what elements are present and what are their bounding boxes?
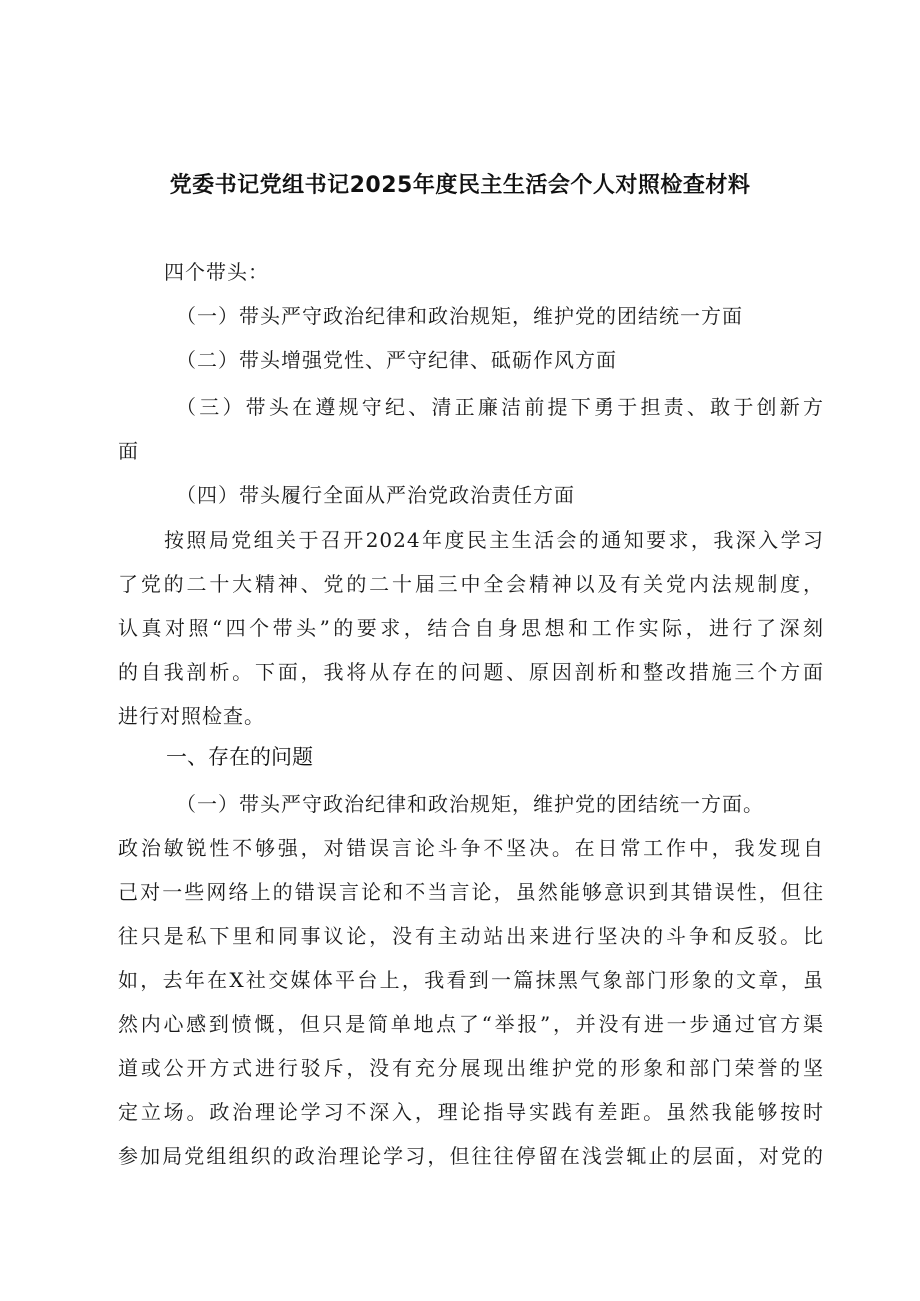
paragraph-intro-line: 按照局党组关于召开2024年度民主生活会的通知要求，我深入学习: [164, 528, 824, 552]
paragraph-intro-line: 的自我剖析。下面，我将从存在的问题、原因剖析和整改措施三个方面: [118, 660, 824, 684]
lead-item-3: （三）带头在遵规守纪、清正廉洁前提下勇于担责、敢于创新方: [176, 395, 824, 419]
lead-item-4: （四）带头履行全面从严治党政治责任方面: [176, 483, 575, 507]
body-line: 己对一些网络上的错误言论和不当言论，虽然能够意识到其错误性，但往: [118, 880, 824, 904]
body-line: 往只是私下里和同事议论，没有主动站出来进行坚决的斗争和反驳。比: [118, 924, 824, 948]
body-line: 政治敏锐性不够强，对错误言论斗争不坚决。在日常工作中，我发现自: [118, 836, 824, 860]
paragraph-intro-line: 进行对照检查。: [118, 704, 265, 728]
paragraph-intro-line: 认真对照“四个带头”的要求，结合自身思想和工作实际，进行了深刻: [118, 616, 824, 640]
lead-item-2: （二）带头增强党性、严守纪律、砥砺作风方面: [176, 348, 617, 372]
body-line: 然内心感到愤慨，但只是简单地点了“举报”，并没有进一步通过官方渠: [118, 1012, 824, 1036]
body-line: 定立场。政治理论学习不深入，理论指导实践有差距。虽然我能够按时: [118, 1100, 824, 1124]
lead-item-3-continued: 面: [118, 439, 139, 463]
subsection-heading: （一）带头严守政治纪律和政治规矩，维护党的团结统一方面。: [176, 792, 764, 816]
body-line: 如，去年在X社交媒体平台上，我看到一篇抹黑气象部门形象的文章，虽: [118, 968, 824, 992]
section-heading: 一、存在的问题: [166, 745, 313, 769]
body-line: 道或公开方式进行驳斥，没有充分展现出维护党的形象和部门荣誉的坚: [118, 1056, 824, 1080]
body-line: 参加局党组组织的政治理论学习，但往往停留在浅尝辄止的层面，对党的: [118, 1144, 824, 1168]
lead-item-1: （一）带头严守政治纪律和政治规矩，维护党的团结统一方面: [176, 304, 743, 328]
four-leads-label: 四个带头：: [164, 260, 269, 284]
document-title: 党委书记党组书记2025年度民主生活会个人对照检查材料: [169, 173, 751, 198]
paragraph-intro-line: 了党的二十大精神、党的二十届三中全会精神以及有关党内法规制度，: [118, 572, 824, 596]
